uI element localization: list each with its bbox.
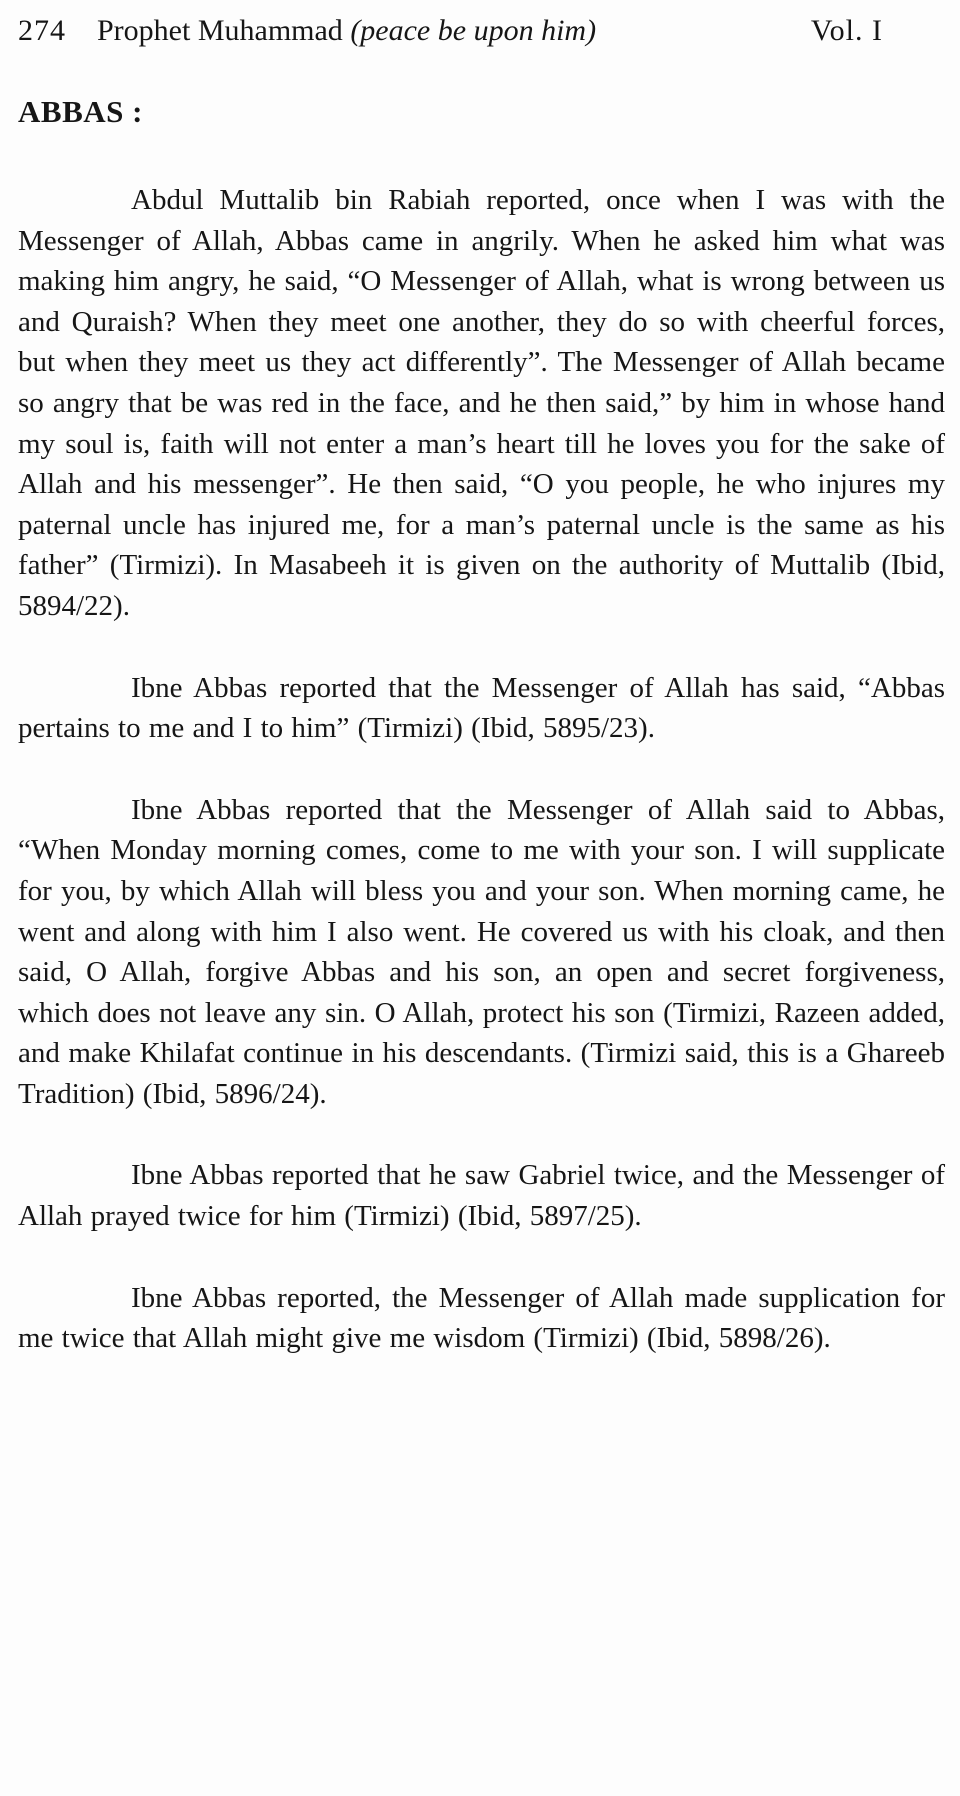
hadith-paragraph-2: Ibne Abbas reported that the Messenger of Allah has said, “Abbas pertains to me and I to him” (Tirmizi) (Ibid, 5895/23). — [18, 671, 945, 745]
hadith-paragraph-5: Ibne Abbas reported, the Messenger of Allah made supplication for me twice that Allah might give me wisdom (Tirmizi) (Ibid, 5898/26). — [18, 1281, 945, 1355]
hadith-paragraph-4: Ibne Abbas reported that he saw Gabriel twice, and the Messenger of Allah prayed twice for him (Tirmizi) (Ibid, 5897/25). — [18, 1159, 945, 1233]
section-heading: ABBAS : — [18, 94, 143, 129]
running-header — [18, 12, 945, 50]
running-title — [97, 12, 596, 50]
volume-label: Vol. I — [810, 14, 883, 47]
running-title-main: Prophet Muhammad — [97, 14, 351, 47]
running-title-honorific: (peace be upon him) — [350, 14, 597, 47]
hadith-paragraph-1: Abdul Muttalib bin Rabiah reported, once when I was with the Messenger of Allah, Abbas came in angrily. When he asked him what was making him angry, he said, “O Messenger of Allah, what is wrong between us and Quraish? When they meet one another, they do so with cheerful forces, but when they meet us they act differently”. The Messenger of Allah became so angry that be was red in the face, and he then said,” by him in whose hand my soul is, faith will not enter a man’s heart till he loves you for the sake of Allah and his messenger”. He then said, “O you people, he who injures my paternal uncle has injured me, for a man’s paternal uncle is the same as his father” (Tirmizi). In Masabeeh it is given on the authority of Muttalib (Ibid, 5894/22). — [18, 184, 945, 622]
page-body — [18, 180, 945, 1359]
page-number: 274 — [18, 14, 66, 47]
hadith-paragraph-3: Ibne Abbas reported that the Messenger of Allah said to Abbas, “When Monday morning comes, come to me with your son. I will supplicate for you, by which Allah will bless you and your son. When morning came, he went and along with him I also went. He covered us with his cloak, and then said, O Allah, forgive Abbas and his son, an open and secret forgiveness, which does not leave any sin. O Allah, protect his son (Tirmizi, Razeen added, and make Khilafat continue in his descendants. (Tirmizi said, this is a Ghareeb Tradition) (Ibid, 5896/24). — [18, 793, 945, 1110]
